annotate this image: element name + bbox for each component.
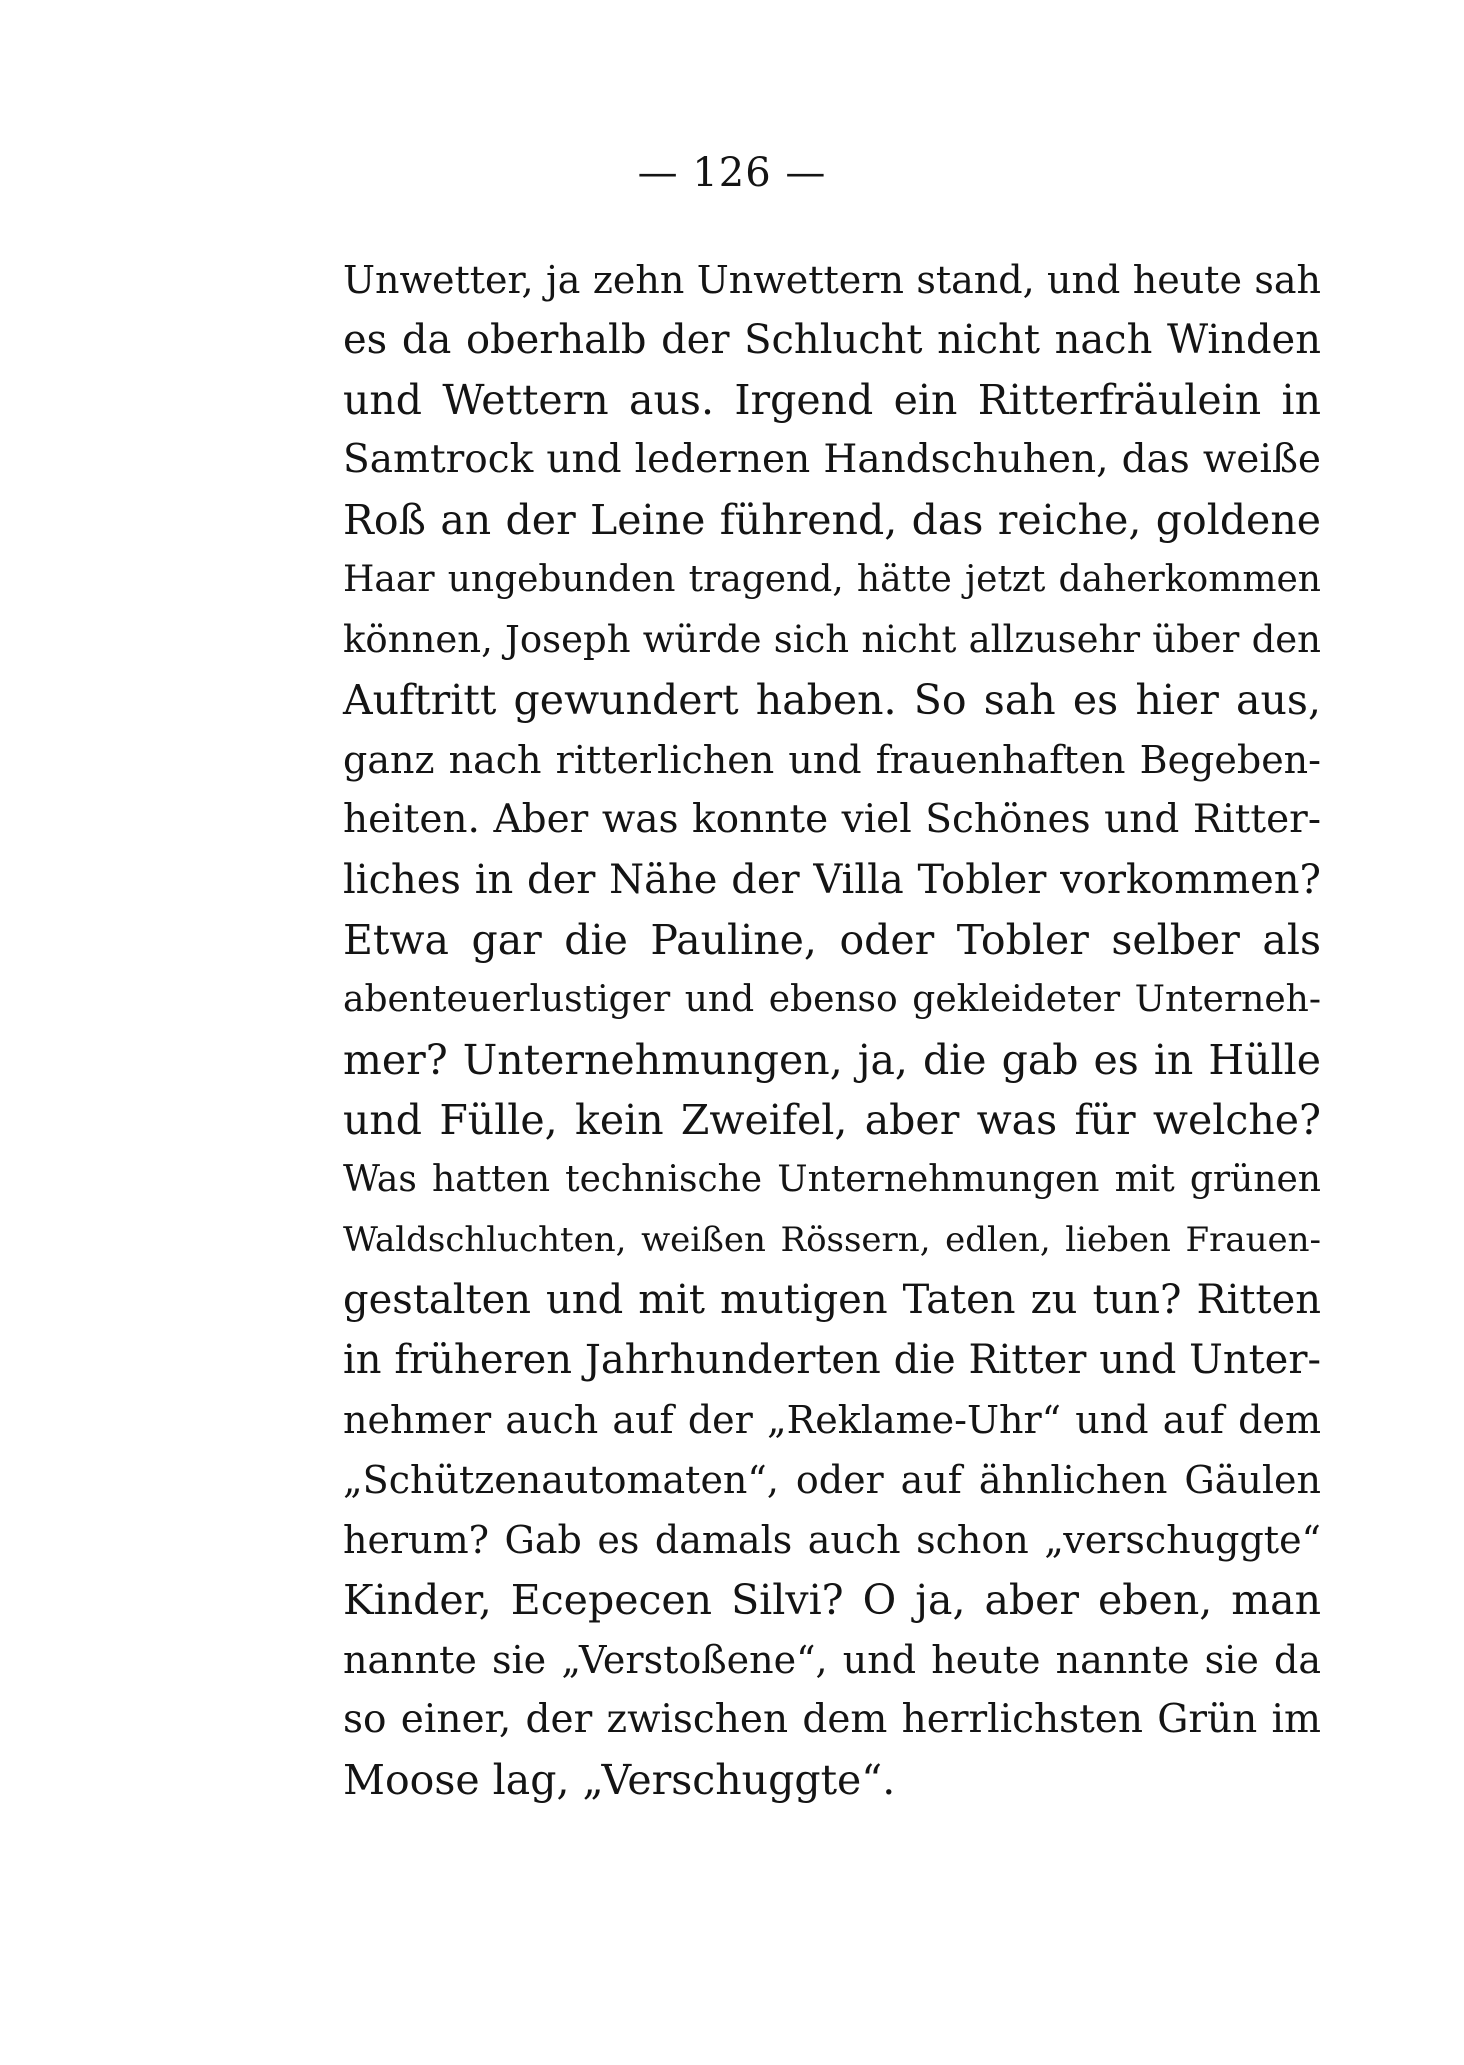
text-line: Moose lag, „Verschuggte“. xyxy=(343,1756,896,1804)
text-line: gestalten und mit mutigen Taten zu tun? Ritten xyxy=(343,1277,1321,1323)
page-number: — 126 — xyxy=(637,150,827,196)
text-line: Unwetter, ja zehn Unwettern stand, und heute sah xyxy=(343,258,1321,302)
text-line: und Fülle, kein Zweifel, aber was für welche? xyxy=(343,1096,1321,1144)
body-text xyxy=(343,250,1321,1810)
text-line: es da oberhalb der Schlucht nicht nach Winden xyxy=(343,317,1321,363)
text-line: Roß an der Leine führend, das reiche, goldene xyxy=(343,496,1321,544)
text-line: Waldschluchten, weißen Rössern, edlen, lieben Frauen- xyxy=(343,1220,1321,1260)
text-line: Etwa gar die Pauline, oder Tobler selber als xyxy=(343,916,1321,964)
text-line: nehmer auch auf der „Reklame-Uhr“ und auf dem xyxy=(343,1398,1321,1442)
text-line: und Wettern aus. Irgend ein Ritterfräulein in xyxy=(343,376,1321,424)
text-line: Samtrock und ledernen Handschuhen, das weiße xyxy=(343,437,1321,482)
text-line: „Schützenautomaten“, oder auf ähnlichen Gäulen xyxy=(343,1458,1321,1502)
text-line: Kinder, Ecepecen Silvi? O ja, aber eben, man xyxy=(343,1576,1321,1624)
text-line: Was hatten technische Unternehmungen mit grünen xyxy=(343,1159,1321,1200)
text-line: Haar ungebunden tragend, hätte jetzt daherkommen xyxy=(343,559,1321,600)
text-line: abenteuerlustiger und ebenso gekleideter Unterneh- xyxy=(343,979,1321,1020)
text-line: mer? Unternehmungen, ja, die gab es in Hülle xyxy=(343,1036,1321,1084)
text-line: liches in der Nähe der Villa Tobler vorkommen? xyxy=(343,857,1321,903)
text-line: herum? Gab es damals auch schon „verschuggte“ xyxy=(343,1518,1321,1562)
text-line: nannte sie „Verstoßene“, und heute nannte sie da xyxy=(343,1638,1321,1682)
text-line: so einer, der zwischen dem herrlichsten Grün im xyxy=(343,1697,1321,1742)
text-line: heiten. Aber was konnte viel Schönes und Ritter- xyxy=(343,797,1321,842)
text-line: in früheren Jahrhunderten die Ritter und Unter- xyxy=(343,1337,1321,1383)
text-line: können, Joseph würde sich nicht allzusehr über den xyxy=(343,618,1321,661)
text-line: ganz nach ritterlichen und frauenhaften Begeben- xyxy=(343,738,1321,782)
text-line: Auftritt gewundert haben. So sah es hier aus, xyxy=(343,676,1321,724)
